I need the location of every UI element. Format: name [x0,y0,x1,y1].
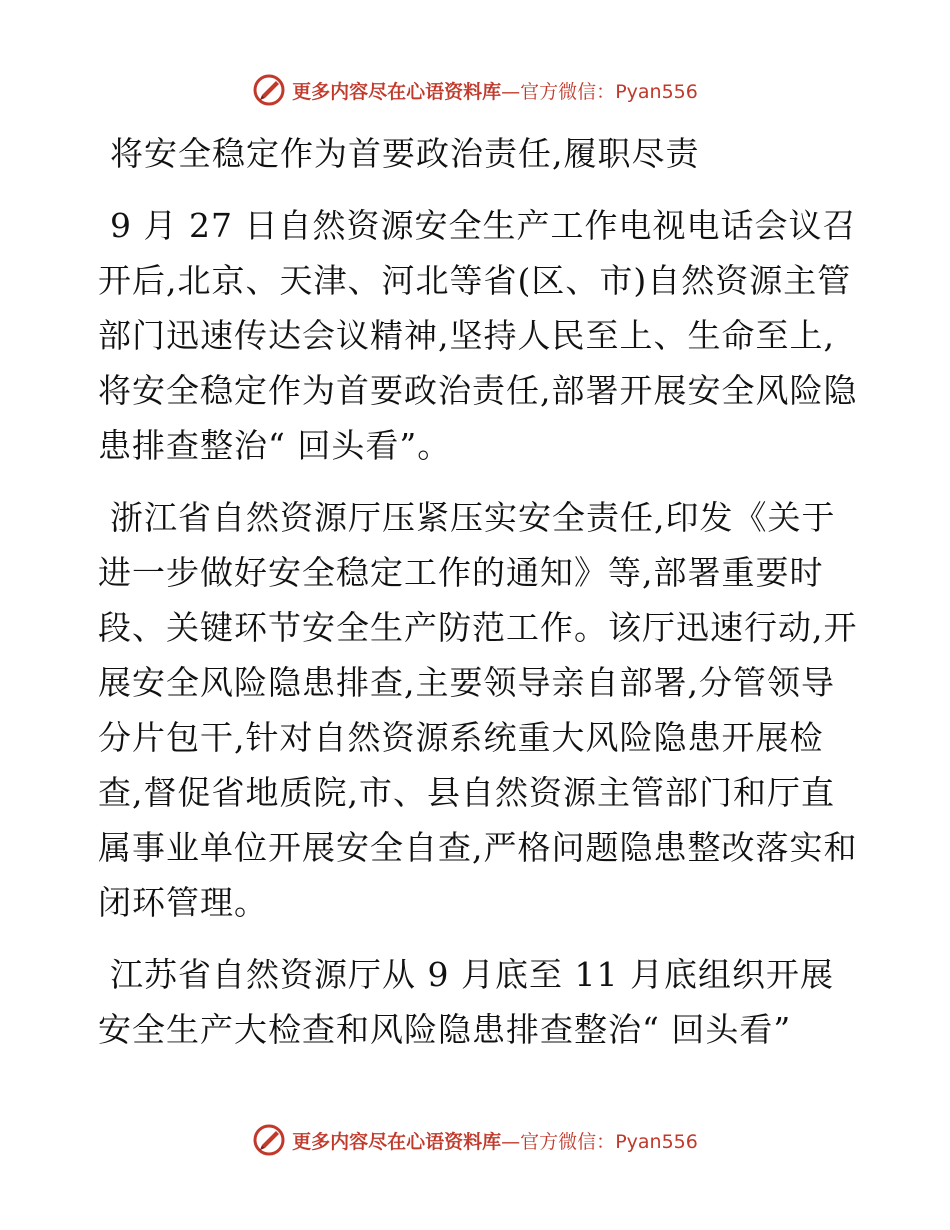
paragraph-3: 江苏省自然资源厅从 9 月底至 11 月底组织开展安全生产大检查和风险隐患排查整治“ 回头看” [98,955,834,1049]
watermark-text: 更多内容尽在心语资料库—官方微信：Pyan556 [292,80,698,103]
pen-logo-icon [252,73,286,107]
paragraph-1: 9 月 27 日自然资源安全生产工作电视电话会议召开后,北京、天津、河北等省(区、市)自然资源主管部门迅速传达会议精神,坚持人民至上、生命至上,将安全稳定作为首要政治责任,部署开展安全风险隐患排查整治“ 回头看”。 [98,206,858,465]
document-title: 将安全稳定作为首要政治责任,履职尽责 [110,134,700,173]
document-body [98,126,858,1074]
paragraph-2: 浙江省自然资源厅压紧压实安全责任,印发《关于进一步做好安全稳定工作的通知》等,部署重要时段、关键环节安全生产防范工作。该厅迅速行动,开展安全风险隐患排查,主要领导亲自部署,分管领导分片包干,针对自然资源系统重大风险隐患开展检查,督促省地质院,市、县自然资源主管部门和厅直属事业单位开展安全自查,严格问题隐患整改落实和闭环管理。 [98,498,858,922]
watermark-text: 更多内容尽在心语资料库—官方微信：Pyan556 [292,1130,698,1153]
header-watermark [0,70,950,110]
footer-watermark [0,1120,950,1160]
pen-logo-icon [252,1123,286,1157]
